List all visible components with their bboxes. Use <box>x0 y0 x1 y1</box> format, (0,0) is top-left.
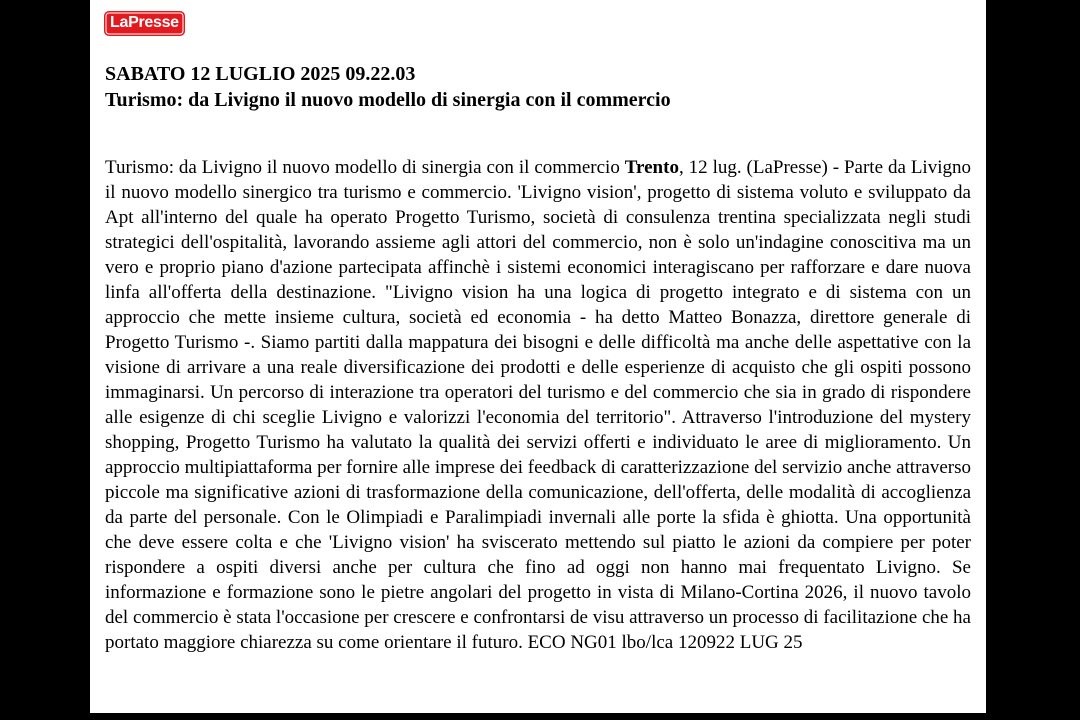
article-body <box>105 155 971 655</box>
lapresse-logo: LaPresse <box>104 11 185 36</box>
article-lead-text: Turismo: da Livigno il nuovo modello di sinergia con il commercio <box>105 157 625 178</box>
article-body-text: , 12 lug. (LaPresse) - Parte da Livigno il nuovo modello sinergico tra turismo e commercio. 'Livigno vision', progetto di sistema voluto e sviluppato da Apt all'interno del quale ha operato Progetto Turismo, società di consulenza trentina specializzata negli studi strategici dell'ospitalità, lavorando assieme agli attori del commercio, non è solo un'indagine conoscitiva ma un vero e proprio piano d'azione partecipata affinchè i sistemi economici interagiscano per rafforzare e dare nuova linfa all'offerta della destinazione. "Livigno vision ha una logica di progetto integrato e di sistema con un approccio che mette insieme cultura, società ed economia - ha detto Matteo Bonazza, direttore generale di Progetto Turismo -. Siamo partiti dalla mappatura dei bisogni e delle difficoltà ma anche delle aspettative con la visione di arrivare a una reale diversificazione dei prodotti e delle esperienze di acquisto che gli ospiti possono immaginarsi. Un percorso di interazione tra operatori del turismo e del commercio che sia in grado di rispondere alle esigenze di chi sceglie Livigno e valorizzi l'economia del territorio". Attraverso l'introduzione del mystery shopping, Progetto Turismo ha valutato la qualità dei servizi offerti e individuato le aree di miglioramento. Un approccio multipiattaforma per fornire alle imprese dei feedback di caratterizzazione del servizio anche attraverso piccole ma significative azioni di trasformazione della comunicazione, dell'offerta, delle modalità di accoglienza da parte del personale. Con le Olimpiadi e Paralimpiadi invernali alle porte la sfida è ghiotta. Una opportunità che deve essere colta e che 'Livigno vision' ha sviscerato mettendo sul piatto le azioni da compiere per poter rispondere a ospiti diversi anche per cultura che fino ad oggi non hanno mai frequentato Livigno. Se informazione e formazione sono le pietre angolari del progetto in vista di Milano-Cortina 2026, il nuovo tavolo del commercio è stata l'occasione per crescere e confrontarsi de visu attraverso un processo di facilitazione che ha portato maggiore chiarezza su come orientare il futuro. ECO NG01 lbo/lca 120922 LUG 25 <box>105 157 971 653</box>
letterbox-bar-left <box>0 0 90 720</box>
article-page <box>90 0 986 713</box>
article-dateline-city: Trento <box>624 157 679 178</box>
article-date-line: SABATO 12 LUGLIO 2025 09.22.03 <box>105 63 416 85</box>
article-title: Turismo: da Livigno il nuovo modello di sinergia con il commercio <box>105 89 671 111</box>
article-header <box>105 61 971 113</box>
letterbox-bar-right <box>986 0 1080 720</box>
